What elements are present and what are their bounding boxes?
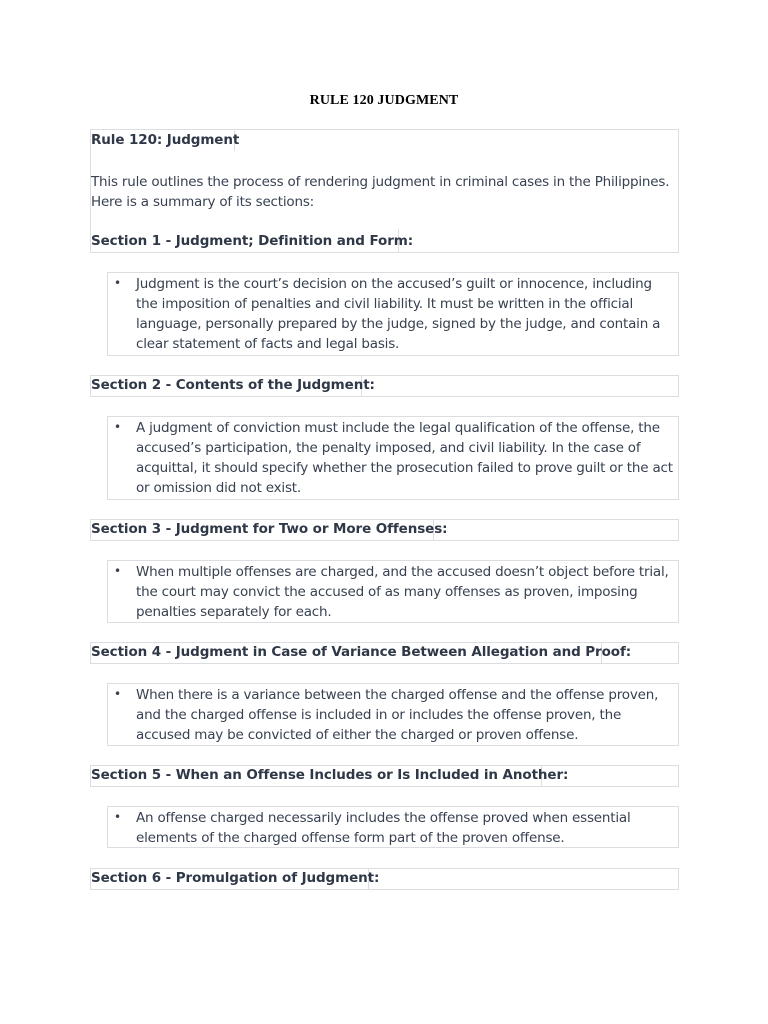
bullet-glyph: •	[114, 276, 122, 290]
bullet-glyph: •	[114, 420, 122, 434]
section-1-line-2: the imposition of penalties and civil liability. It must be written in the official	[136, 296, 634, 312]
section-1-bullet-box	[107, 272, 679, 356]
section-2-line-4: or omission did not exist.	[136, 480, 301, 496]
section-1-line-4: clear statement of facts and legal basis.	[136, 336, 400, 352]
section-1-heading: Section 1 - Judgment; Definition and Form:	[91, 233, 414, 249]
section-3-heading-box	[90, 519, 679, 541]
intro-line-2: Here is a summary of its sections:	[91, 194, 315, 210]
document-title: RULE 120 JUDGMENT	[309, 93, 459, 108]
section-4-line-3: accused may be convicted of either the charged or proven offense.	[136, 727, 579, 743]
section-3-line-1: When multiple offenses are charged, and the accused doesn’t object before trial,	[136, 564, 669, 580]
section-2-heading-box	[90, 375, 679, 397]
section-2-bullet-box	[107, 416, 679, 500]
section-2-line-3: acquittal, it should specify whether the prosecution failed to prove guilt or the act	[136, 460, 673, 476]
section-3-bullet-box	[107, 560, 679, 623]
section-1-line-3: language, personally prepared by the judge, signed by the judge, and contain a	[136, 316, 661, 332]
section-5-heading: Section 5 - When an Offense Includes or Is Included in Another:	[91, 767, 569, 783]
section-4-line-2: and the charged offense is included in or includes the offense proven, the	[136, 707, 622, 723]
section-3-line-2: the court may convict the accused of as many offenses as proven, imposing	[136, 584, 638, 600]
section-5-line-1: An offense charged necessarily includes the offense proved when essential	[136, 810, 631, 826]
intro-box	[90, 129, 679, 253]
section-6-heading: Section 6 - Promulgation of Judgment:	[91, 870, 380, 886]
section-3-heading: Section 3 - Judgment for Two or More Offenses:	[91, 521, 448, 537]
section-4-heading-box	[90, 642, 679, 664]
section-2-line-1: A judgment of conviction must include the legal qualification of the offense, the	[136, 420, 660, 436]
section-4-line-1: When there is a variance between the charged offense and the offense proven,	[136, 687, 659, 703]
section-2-heading: Section 2 - Contents of the Judgment:	[91, 377, 375, 393]
section-3-line-3: penalties separately for each.	[136, 604, 332, 620]
section-5-bullet-box	[107, 806, 679, 848]
section-2-line-2: accused’s participation, the penalty imposed, and civil liability. In the case of	[136, 440, 641, 456]
intro-line-1: This rule outlines the process of rendering judgment in criminal cases in the Philippines.	[91, 174, 670, 190]
section-5-line-2: elements of the charged offense form part of the proven offense.	[136, 830, 565, 846]
section-5-heading-box	[90, 765, 679, 787]
bullet-glyph: •	[114, 564, 122, 578]
section-6-heading-box	[90, 868, 679, 890]
section-4-bullet-box	[107, 683, 679, 746]
bullet-glyph: •	[114, 687, 122, 701]
section-4-heading: Section 4 - Judgment in Case of Variance Between Allegation and Proof:	[91, 644, 632, 660]
section-1-line-1: Judgment is the court’s decision on the accused’s guilt or innocence, including	[136, 276, 652, 292]
intro-heading: Rule 120: Judgment	[91, 132, 240, 148]
bullet-glyph: •	[114, 810, 122, 824]
